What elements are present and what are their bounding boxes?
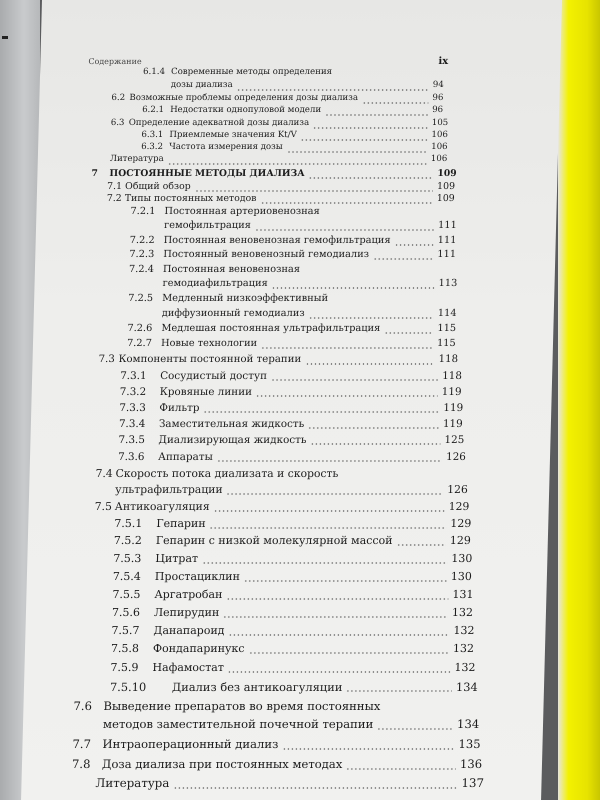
toc-entry-title: Простациклин xyxy=(154,570,241,583)
toc-leader-dots xyxy=(394,244,433,246)
toc-leader-dots xyxy=(173,787,457,789)
toc-entry xyxy=(22,757,542,772)
toc-entry xyxy=(34,278,554,291)
toc-entry xyxy=(33,338,553,351)
toc-entry-title: методов заместительной почечной терапии xyxy=(102,717,374,732)
toc-entry-title: Диализ без антикоагуляции xyxy=(171,679,343,694)
toc-entry-title: Аргатробан xyxy=(154,588,223,601)
toc-entry-number: 7.3.1 xyxy=(120,369,147,382)
toc-entry xyxy=(35,264,555,277)
toc-leader-dots xyxy=(287,151,428,153)
toc-entry-title: ПОСТОЯННЫЕ МЕТОДЫ ДИАЛИЗА xyxy=(109,167,305,179)
toc-leader-dots xyxy=(301,139,428,141)
toc-entry-title: Данапароид xyxy=(153,624,225,637)
toc-entry-page: 114 xyxy=(437,308,457,320)
toc-leader-dots xyxy=(282,748,454,750)
toc-entry-number: 7.5.6 xyxy=(111,606,141,619)
toc-entry xyxy=(31,418,551,432)
toc-entry xyxy=(38,154,558,165)
toc-entry-number: 7.3.4 xyxy=(118,417,146,430)
toc-entry-title: Кровяные линии xyxy=(159,385,253,398)
toc-entry-page: 134 xyxy=(456,717,480,732)
toc-entry-number: 7.5.4 xyxy=(112,570,142,583)
toc-entry xyxy=(39,105,559,116)
toc-leader-dots xyxy=(255,229,434,231)
toc-leader-dots xyxy=(228,671,451,673)
toc-entry xyxy=(29,500,549,514)
toc-entry xyxy=(36,206,556,219)
toc-entry-page: 132 xyxy=(452,642,475,655)
toc-entry-page: 136 xyxy=(459,757,483,772)
toc-entry-title: Цитрат xyxy=(155,552,199,565)
toc-entry-number: 7.5 xyxy=(94,500,113,514)
toc-entry-title: Интраоперационный диализ xyxy=(102,737,279,752)
toc-entry-title: Гепарин с низкой молекулярной массой xyxy=(155,534,393,547)
toc-entry-page: 130 xyxy=(450,570,473,583)
toc-leader-dots xyxy=(325,114,428,116)
toc-entry-title: Лепирудин xyxy=(153,606,220,619)
toc-entry-number: 7.3.2 xyxy=(119,385,147,398)
toc-entry-title: гемофильтрация xyxy=(163,220,251,232)
toc-entry-title: Постоянная веновенозная xyxy=(162,264,301,276)
toc-entry xyxy=(38,142,558,153)
toc-entry-number: 7.5.5 xyxy=(112,588,141,601)
toc-entry-title: диффузионный гемодиализ xyxy=(161,308,305,320)
book-page xyxy=(21,0,562,800)
toc-entry-page: 129 xyxy=(448,500,470,514)
toc-entry-page: 109 xyxy=(437,167,457,179)
toc-entry-number: 7.2.4 xyxy=(128,264,155,276)
toc-entry-number: 7.2 xyxy=(106,192,122,204)
toc-entry xyxy=(36,220,556,233)
toc-entry-number: 7.5.9 xyxy=(110,661,139,674)
toc-entry-page: 115 xyxy=(437,323,457,335)
toc-entry-page: 111 xyxy=(437,220,457,232)
toc-leader-dots xyxy=(346,768,456,770)
toc-entry-title: Нафамостат xyxy=(152,661,225,674)
toc-entry-title: Недостатки однопуловой модели xyxy=(169,105,322,116)
toc-entry-number: 6.2.1 xyxy=(141,105,165,116)
toc-entry-title: Медлешая постоянная ультрафильтрация xyxy=(161,323,381,335)
toc-entry-page: 119 xyxy=(441,385,462,398)
toc-leader-dots xyxy=(377,728,453,730)
toc-entry-page: 126 xyxy=(447,483,468,497)
toc-entry-number: 6.3 xyxy=(110,118,125,129)
toc-leader-dots xyxy=(213,510,444,512)
toc-entry-page: 94 xyxy=(432,80,444,91)
toc-leader-dots xyxy=(248,652,449,654)
toc-entry xyxy=(28,517,548,531)
toc-leader-dots xyxy=(223,616,448,618)
toc-entry-page: 125 xyxy=(444,433,465,446)
toc-entry-title: Диализирующая жидкость xyxy=(158,433,307,446)
toc-entry-number: 6.2 xyxy=(111,93,126,104)
toc-entry-number: 7.2.1 xyxy=(130,206,156,218)
toc-entry-title: Медленный низкоэффективный xyxy=(162,293,329,305)
toc-entry-title: Постоянная артериовенозная xyxy=(164,206,320,218)
toc-leader-dots xyxy=(210,527,447,529)
toc-entry-page: 135 xyxy=(458,737,481,752)
left-page-mark xyxy=(2,36,8,39)
page-number: ix xyxy=(438,56,449,67)
toc-entry-page: 126 xyxy=(445,450,467,463)
toc-entry xyxy=(32,354,552,367)
toc-leader-dots xyxy=(203,411,439,413)
toc-entry xyxy=(28,534,548,548)
toc-entry xyxy=(25,624,545,638)
toc-entry-title: Выведение препаратов во время постоянных xyxy=(103,699,381,714)
toc-leader-dots xyxy=(373,258,433,260)
toc-entry-page: 113 xyxy=(438,278,458,290)
toc-entry xyxy=(30,451,550,465)
toc-entry xyxy=(29,467,549,481)
toc-entry-page: 115 xyxy=(436,338,456,350)
toc-entry-number: 7.2.3 xyxy=(129,249,155,261)
toc-entry-title: Литература xyxy=(109,154,164,165)
toc-leader-dots xyxy=(256,395,438,397)
toc-entry-number: 7.6 xyxy=(73,699,93,714)
toc-entry-page: 105 xyxy=(431,118,449,129)
toc-entry-number: 6.3.1 xyxy=(141,130,164,141)
toc-entry-title: Компоненты постоянной терапии xyxy=(118,353,302,365)
toc-leader-dots xyxy=(305,363,434,365)
toc-entry-title: Фильтр xyxy=(159,401,200,414)
toc-entry-page: 118 xyxy=(442,369,463,382)
toc-entry xyxy=(25,642,545,656)
toc-entry-number: 7.5.10 xyxy=(109,679,147,694)
toc-entry-number: 7.3.3 xyxy=(119,401,146,414)
toc-entry xyxy=(27,552,547,566)
toc-leader-dots xyxy=(309,177,434,179)
toc-entry xyxy=(40,67,560,78)
toc-entry-number: 7.5.2 xyxy=(113,534,143,547)
toc-entry-page: 119 xyxy=(443,401,464,414)
toc-leader-dots xyxy=(195,190,433,192)
toc-entry xyxy=(29,483,549,497)
toc-leader-dots xyxy=(261,347,433,349)
toc-entry-title: Типы постоянных методов xyxy=(124,192,257,204)
toc-leader-dots xyxy=(168,163,427,165)
toc-entry-page: 132 xyxy=(451,606,474,619)
toc-leader-dots xyxy=(217,460,442,462)
toc-entry-number: 7.3 xyxy=(98,353,115,365)
toc-entry-title: Приемлемые значения Kt/V xyxy=(169,130,297,141)
toc-entry-number: 7.5.1 xyxy=(114,517,143,530)
toc-entry-title: Аппараты xyxy=(157,450,213,463)
toc-entry-number: 7.5.8 xyxy=(110,642,140,655)
toc-entry-number: 7.3.6 xyxy=(117,450,145,463)
toc-leader-dots xyxy=(202,562,447,564)
toc-entry-title: Скорость потока диализата и скорость xyxy=(115,467,339,481)
toc-entry xyxy=(40,80,560,91)
toc-entry-title: Новые технологии xyxy=(160,338,258,350)
toc-leader-dots xyxy=(226,493,443,495)
toc-entry-page: 109 xyxy=(436,192,455,204)
toc-entry xyxy=(24,661,544,675)
toc-entry-page: 137 xyxy=(461,776,485,791)
toc-entry xyxy=(26,606,546,620)
toc-entry xyxy=(23,699,543,714)
toc-entry-page: 130 xyxy=(451,552,473,565)
toc-entry-page: 132 xyxy=(454,661,476,674)
toc-leader-dots xyxy=(260,202,432,204)
toc-entry-number: 7.2.2 xyxy=(129,235,155,247)
toc-entry-page: 119 xyxy=(442,417,463,430)
toc-entry-page: 129 xyxy=(450,517,472,530)
toc-leader-dots xyxy=(228,634,449,636)
toc-leader-dots xyxy=(244,580,447,582)
toc-entry-number: 7.4 xyxy=(95,467,113,481)
toc-entry-title: Гепарин xyxy=(156,517,206,530)
toc-entry-title: Сосудистый доступ xyxy=(160,369,268,382)
toc-entry-title: Литература xyxy=(95,776,170,791)
toc-entry-page: 96 xyxy=(431,105,444,116)
toc-entry-page: 132 xyxy=(453,624,475,637)
toc-entry xyxy=(26,588,546,602)
toc-entry-title: Постоянный веновенозный гемодиализ xyxy=(163,249,370,261)
toc-entry-number: 7.8 xyxy=(71,757,91,772)
toc-entry-title: Фондапаринукс xyxy=(152,642,245,655)
toc-entry-number: 7.5.7 xyxy=(111,624,140,637)
toc-entry-title: Антикоагуляция xyxy=(114,500,210,514)
toc-entry-title: гемодиафильтрация xyxy=(162,278,268,290)
toc-leader-dots xyxy=(384,332,433,334)
toc-entry-page: 129 xyxy=(449,534,472,547)
toc-entry-title: Доза диализа при постоянных методах xyxy=(101,757,343,772)
toc-leader-dots xyxy=(346,690,452,692)
toc-entry-number: 7.2.5 xyxy=(128,293,154,305)
toc-entry xyxy=(37,181,557,193)
running-head: Содержание xyxy=(88,57,142,66)
toc-entry xyxy=(33,323,553,336)
toc-entry-title: ультрафильтрации xyxy=(115,483,223,497)
toc-entry-title: Определение адекватной дозы диализа xyxy=(128,118,310,129)
toc-entry xyxy=(34,293,554,306)
toc-leader-dots xyxy=(237,89,429,91)
toc-entry xyxy=(34,308,554,321)
toc-entry xyxy=(38,130,558,141)
toc-entry-number: 7.7 xyxy=(72,737,92,752)
book-edge-yellow xyxy=(558,0,600,800)
toc-leader-dots xyxy=(226,598,448,600)
toc-entry-title: Постоянная веновенозная гемофильтрация xyxy=(163,235,391,247)
toc-entry-number: 7.2.7 xyxy=(126,338,153,350)
toc-entry-title: дозы диализа xyxy=(170,80,233,91)
toc-entry-number: 7.2.6 xyxy=(127,323,153,335)
toc-entry-page: 106 xyxy=(430,154,448,165)
toc-entry-title: Общий обзор xyxy=(124,180,191,192)
toc-leader-dots xyxy=(396,544,445,546)
toc-entry xyxy=(21,776,541,791)
toc-entry-title: Современные методы определения xyxy=(170,67,333,78)
toc-entry xyxy=(27,570,547,584)
toc-entry-page: 118 xyxy=(438,353,459,365)
toc-leader-dots xyxy=(313,127,428,129)
toc-entry xyxy=(30,434,550,448)
toc-leader-dots xyxy=(362,102,428,104)
toc-entry-number: 6.1.4 xyxy=(142,67,166,78)
toc-entry-number: 7.1 xyxy=(106,180,123,192)
toc-entry xyxy=(37,193,557,205)
toc-entry-page: 131 xyxy=(452,588,474,601)
toc-entry-page: 134 xyxy=(455,679,478,694)
toc-entry-number: 7.3.5 xyxy=(118,433,146,446)
toc-entry-title: Заместительная жидкость xyxy=(158,417,305,430)
toc-entry xyxy=(22,737,542,752)
toc-entry-title: Частота измерения дозы xyxy=(169,142,283,153)
toc-entry-page: 111 xyxy=(437,235,457,247)
toc-leader-dots xyxy=(271,379,438,381)
toc-entry-page: 96 xyxy=(432,93,444,104)
toc-entry-number: 6.3.2 xyxy=(141,142,164,153)
toc-leader-dots xyxy=(309,317,434,319)
toc-entry xyxy=(32,370,552,384)
toc-entry xyxy=(32,386,552,400)
toc-entry xyxy=(24,680,544,695)
toc-entry-page: 109 xyxy=(436,180,456,192)
toc-entry xyxy=(39,93,559,104)
toc-entry xyxy=(23,717,543,732)
toc-entry-number: 7.5.3 xyxy=(113,552,142,565)
toc-entry-page: 106 xyxy=(431,130,448,141)
toc-entry xyxy=(37,168,557,180)
toc-leader-dots xyxy=(310,443,440,445)
toc-leader-dots xyxy=(272,287,435,289)
toc-entry-page: 111 xyxy=(437,249,457,261)
toc-entry xyxy=(36,235,556,248)
toc-leader-dots xyxy=(308,427,439,429)
toc-entry-title: Возможные проблемы определения дозы диализа xyxy=(129,93,359,104)
toc-entry xyxy=(35,249,555,262)
toc-entry xyxy=(39,118,559,129)
toc-entry xyxy=(31,402,551,416)
toc-entry-page: 106 xyxy=(431,142,448,153)
toc-entry-number: 7 xyxy=(91,167,99,179)
